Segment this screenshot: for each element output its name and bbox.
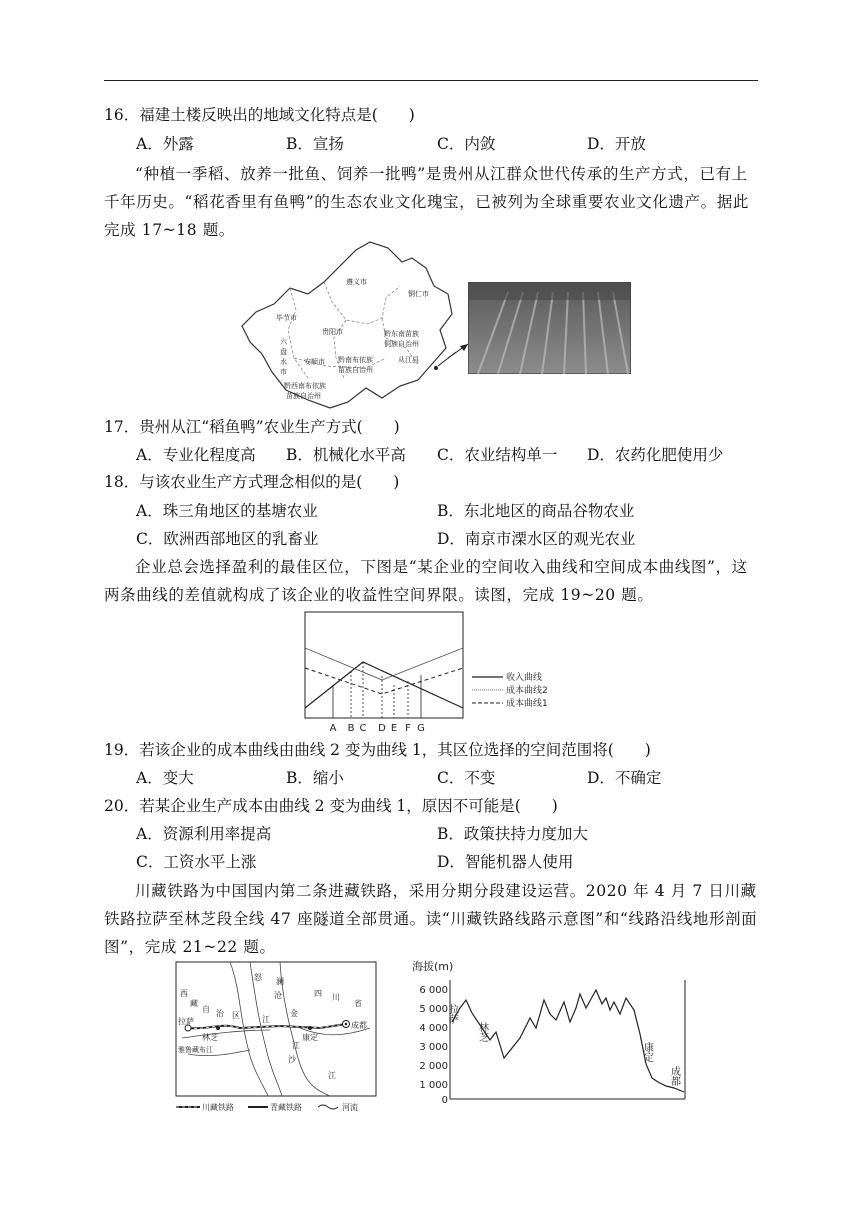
q17-stem: 17．贵州从江“稻鱼鸭”农业生产方式( ) [104, 418, 400, 436]
q20-option-c: C．工资水平上涨 [136, 853, 257, 871]
q17-option-b: B．机械化水平高 [286, 446, 406, 464]
map-label: 安顺市 [304, 358, 325, 366]
place-label: 拉萨 [446, 1004, 458, 1024]
map-label: 贵阳市 [322, 328, 343, 336]
q17-option-c: C．农业结构单一 [437, 446, 558, 464]
map-label: 藏 [190, 999, 198, 1008]
map-label: 川 [332, 993, 340, 1002]
map-label: 侗族自治州 [384, 340, 419, 348]
y-tick: 6 000 [419, 985, 448, 996]
q19-option-d: D．不确定 [587, 769, 662, 787]
map-label: 黔西南布依族 [284, 382, 326, 390]
map-label: 金 [290, 1009, 298, 1018]
q18-stem: 18．与该农业生产方式理念相似的是( ) [104, 473, 400, 491]
income-cost-chart [300, 608, 570, 736]
passage-21-22: 川藏铁路为中国国内第二条进藏铁路，采用分期分段建设运营。2020 年 4 月 7 日川藏铁路拉萨至林芝段全线 47 座隧道全部贯通。读“川藏铁路线路示意图”和“线路沿线地形剖面图”，完成 21~22 题。 [104, 882, 758, 956]
map-label: 沧 [274, 991, 282, 1000]
place-label: 林芝 [476, 1022, 488, 1042]
q16-option-a: A．外露 [136, 135, 194, 153]
point-label: G [417, 723, 425, 734]
y-tick: 3 000 [419, 1042, 448, 1053]
map-label: 江 [262, 1015, 270, 1024]
y-tick: 5 000 [419, 1004, 448, 1015]
q17-option-a: A．专业化程度高 [136, 446, 256, 464]
legend-cost-1: 成本曲线1 [506, 699, 548, 709]
q20-option-b: B．政策扶持力度加大 [437, 825, 588, 843]
map-label: 成都 [351, 1021, 367, 1030]
q20-option-a: A．资源利用率提高 [136, 825, 272, 843]
y-tick: 2 000 [419, 1061, 448, 1072]
point-label: C [359, 723, 367, 734]
map-label: 雅鲁藏布江 [178, 1046, 213, 1054]
legend-qinghai-tibet-railway: 青藏铁路 [270, 1103, 302, 1112]
q16-option-d: D．开放 [587, 135, 646, 153]
q19-option-a: A．变大 [136, 769, 194, 787]
legend-income: 收入曲线 [506, 673, 543, 683]
map-label: 林芝 [202, 1033, 218, 1042]
rice-field-photo [468, 282, 631, 374]
point-label: F [405, 723, 411, 734]
q16-stem: 16．福建土楼反映出的地域文化特点是( ) [104, 106, 415, 124]
q19-option-c: C．不变 [437, 769, 496, 787]
map-label: 四 [314, 989, 322, 998]
y-tick: 4 000 [419, 1023, 448, 1034]
map-label: 铜仁市 [408, 290, 429, 298]
point-label: E [390, 723, 398, 734]
map-label: 江 [328, 1071, 336, 1080]
profile-ylabel: 海拔(m) [412, 960, 454, 973]
point-label: A [329, 723, 337, 734]
y-tick: 1 000 [419, 1080, 448, 1091]
map-label: 从江县 [398, 356, 419, 364]
map-label: 毕节市 [276, 314, 297, 322]
map-label: 市 [280, 368, 287, 376]
map-label: 六 [280, 338, 287, 346]
income-curve [305, 662, 463, 708]
map-label: 省 [354, 999, 362, 1008]
map-label: 澜 [276, 977, 284, 986]
map-label: 怒 [254, 973, 262, 982]
point-label: D [378, 723, 386, 734]
place-label: 康定 [641, 1042, 653, 1062]
map-label: 江 [292, 1041, 300, 1050]
q20-stem: 20．若某企业生产成本由曲线 2 变为曲线 1，原因不可能是( ) [104, 797, 558, 815]
point-label: B [347, 723, 355, 734]
map-label: 苗族自治州 [286, 392, 321, 400]
q18-option-c: C．欧洲西部地区的乳畜业 [136, 530, 319, 548]
q18-option-d: D．南京市溧水区的观光农业 [437, 530, 636, 548]
legend-river: 河流 [342, 1103, 358, 1112]
place-label: 成都 [668, 1066, 680, 1086]
q16-option-c: C．内敛 [437, 135, 496, 153]
map-label: 自 [202, 1005, 210, 1014]
map-label: 西 [180, 989, 188, 998]
map-label: 拉萨 [178, 1017, 194, 1026]
map-label: 沙 [288, 1055, 296, 1064]
terrain-profile [410, 958, 700, 1110]
guizhou-map [236, 238, 456, 410]
map-label: 遵义市 [346, 278, 367, 286]
q18-option-a: A．珠三角地区的基塘农业 [136, 502, 318, 520]
arrow-icon [448, 340, 470, 360]
q18-option-b: B．东北地区的商品谷物农业 [437, 502, 635, 520]
map-label: 区 [232, 1011, 240, 1020]
q17-option-d: D．农药化肥使用少 [587, 446, 724, 464]
passage-19-20: 企业总会选择盈利的最佳区位，下图是“某企业的空间收入曲线和空间成本曲线图”，这两条曲线的差值就构成了该企业的收益性空间界限。读图，完成 19~20 题。 [104, 558, 748, 604]
map-label: 黔东南苗族 [384, 330, 419, 338]
legend-cost-2: 成本曲线2 [506, 686, 548, 696]
map-label: 苗族自治州 [338, 366, 373, 374]
legend-sichuan-tibet-railway: 川藏铁路 [202, 1103, 234, 1112]
q19-stem: 19．若该企业的成本曲线由曲线 2 变为曲线 1，其区位选择的空间范围将( ) [104, 741, 651, 759]
q19-option-b: B．缩小 [286, 769, 344, 787]
map-label: 康定 [302, 1033, 318, 1042]
railway-map [170, 958, 382, 1118]
map-label: 治 [216, 1009, 224, 1018]
map-label: 黔南布依族 [338, 356, 373, 364]
passage-17-18: “种植一季稻、放养一批鱼、饲养一批鸭”是贵州从江群众世代传承的生产方式，已有上千年历史。“稻花香里有鱼鸭”的生态农业文化瑰宝，已被列为全球重要农业文化遗产。据此完成 17~18 题。 [104, 165, 749, 239]
q20-option-d: D．智能机器人使用 [437, 853, 574, 871]
header-rule [104, 80, 758, 81]
y-tick: 0 [441, 1095, 448, 1106]
q16-option-b: B．宣扬 [286, 135, 344, 153]
map-label: 水 [280, 358, 287, 366]
map-label: 盘 [280, 348, 287, 356]
